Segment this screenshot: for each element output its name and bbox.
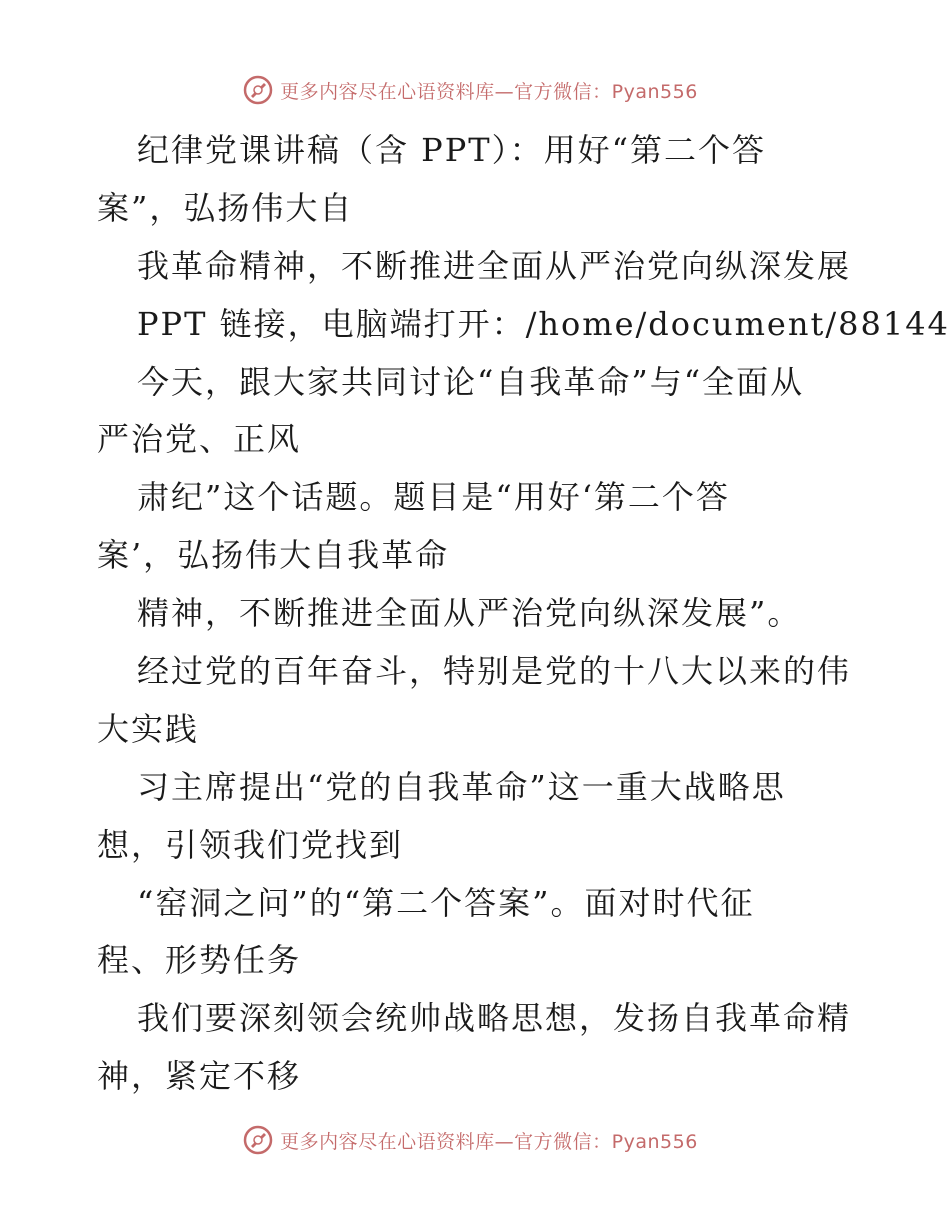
header-watermark: [0, 70, 950, 110]
text-line: 我革命精神，不断推进全面从严治党向纵深发展: [137, 246, 852, 285]
text-line: 经过党的百年奋斗，特别是党的十八大以来的伟: [137, 652, 852, 691]
text-line: 程、形势任务: [97, 941, 302, 980]
text-line: 今天，跟大家共同讨论“自我革命”与“全面从: [137, 362, 805, 401]
text-line: 肃纪”这个话题。题目是“用好‘第二个答: [137, 478, 730, 517]
text-line: 纪律党课讲稿（含 PPT）：用好“第二个答: [137, 131, 766, 169]
text-line: 案’，弘扬伟大自我革命: [97, 536, 450, 575]
footer-watermark: [0, 1120, 950, 1160]
text-line: 精神，不断推进全面从严治党向纵深发展”。: [137, 594, 802, 633]
text-line: 我们要深刻领会统帅战略思想，发扬自我革命精: [137, 999, 852, 1038]
text-line: 严治党、正风: [97, 420, 302, 459]
watermark-text: 更多内容尽在心语资料库—官方微信：Pyan556: [280, 1130, 698, 1153]
text-line: 案”，弘扬伟大自: [97, 188, 354, 227]
text-line: PPT 链接，电脑端打开：/home/document/88144: [137, 304, 950, 343]
text-line: 习主席提出“党的自我革命”这一重大战略思: [137, 767, 786, 806]
text-line: 想，引领我们党找到: [97, 825, 404, 864]
text-line: “窑洞之问”的“第二个答案”。面对时代征: [137, 883, 755, 922]
brand-logo-icon: [242, 74, 274, 106]
text-line: 大实践: [97, 709, 200, 748]
brand-logo-icon: [242, 1124, 274, 1156]
text-line: 神，紧定不移: [97, 1057, 302, 1096]
document-body: [97, 122, 950, 1106]
watermark-text: 更多内容尽在心语资料库—官方微信：Pyan556: [280, 80, 698, 103]
